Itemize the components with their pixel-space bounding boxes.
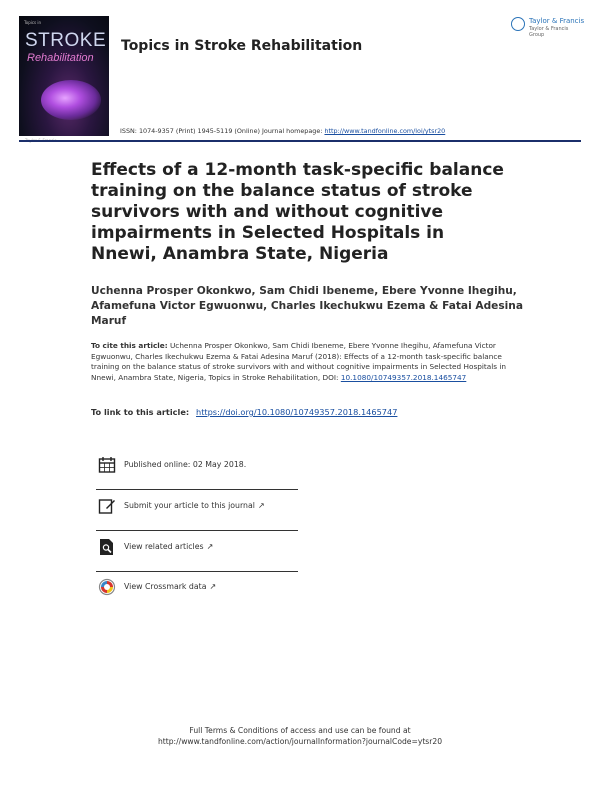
citation-block [91,341,531,383]
terms-text: Full Terms & Conditions of access and use can be found at [189,726,411,735]
crossmark-row[interactable] [96,578,298,598]
external-link-icon: ↗ [206,542,214,551]
external-link-icon: ↗ [257,501,265,510]
article-authors: Uchenna Prosper Okonkwo, Sam Chidi Ibeneme, Ebere Yvonne Ihegihu, Afamefuna Victor Egwuonwu, Charles Ikechukwu Ezema & Fatai Adesina Maruf [91,285,523,327]
crossmark-link[interactable]: View Crossmark data ↗ [124,582,217,591]
header-divider [19,140,581,142]
citation-text: Uchenna Prosper Okonkwo, Sam Chidi Ibeneme, Ebere Yvonne Ihegihu, Afamefuna Victor Egwuonwu, Charles Ikechukwu Ezema & Fatai Adesina Maruf (2018): Effects of a 12-month task-specific balance training on the balance status of stroke survivors with and without cognitive impairments in Selected Hospitals in Nnewi, Anambra State, Nigeria, Topics in Stroke Rehabilitation, DOI: [91,341,507,382]
issn-line [120,127,445,135]
publisher-logo[interactable] [511,16,585,38]
cover-subtitle: Rehabilitation [27,52,94,64]
action-divider [96,489,298,490]
submit-article-row[interactable] [96,497,298,517]
publisher-logo-icon [511,17,525,31]
related-articles-row[interactable] [96,538,298,558]
brain-illustration [41,80,101,120]
published-online-row [96,456,298,476]
cover-title: STROKE [25,30,107,51]
submit-article-link[interactable]: Submit your article to this journal ↗ [124,501,265,510]
action-divider [96,530,298,531]
journal-title[interactable]: Topics in Stroke Rehabilitation [121,38,363,54]
terms-footer [0,725,600,747]
publisher-logo-name: Taylor & Francis [529,17,585,25]
journal-homepage-link[interactable]: http://www.tandfonline.com/loi/ytsr20 [324,127,446,135]
search-document-icon [98,538,116,556]
external-link-icon: ↗ [209,582,217,591]
article-doi-link[interactable]: https://doi.org/10.1080/10749357.2018.1465747 [196,407,398,417]
publisher-logo-group: Taylor & Francis Group [529,26,569,38]
cover-top-label: Topics in [24,20,42,25]
citation-label: To cite this article: [91,341,168,350]
related-articles-link[interactable]: View related articles ↗ [124,542,214,551]
link-label: To link to this article: [91,407,192,417]
crossmark-icon [98,578,116,596]
journal-cover-image [19,16,109,136]
edit-icon [98,497,116,515]
calendar-icon [98,456,116,474]
published-online-text: Published online: 02 May 2018. [124,460,247,469]
issn-text: ISSN: 1074-9357 (Print) 1945-5119 (Online) Journal homepage: [120,127,325,135]
article-link-line [91,407,397,417]
citation-doi-link[interactable]: 10.1080/10749357.2018.1465747 [340,372,467,382]
article-title: Effects of a 12-month task-specific balance training on the balance status of stroke survivors with and without cognitive impairments in Selected Hospitals in Nnewi, Anambra State, Nigeria [91,160,504,264]
action-divider [96,571,298,572]
terms-url-link[interactable]: http://www.tandfonline.com/action/journalInformation?journalCode=ytsr20 [157,737,443,746]
